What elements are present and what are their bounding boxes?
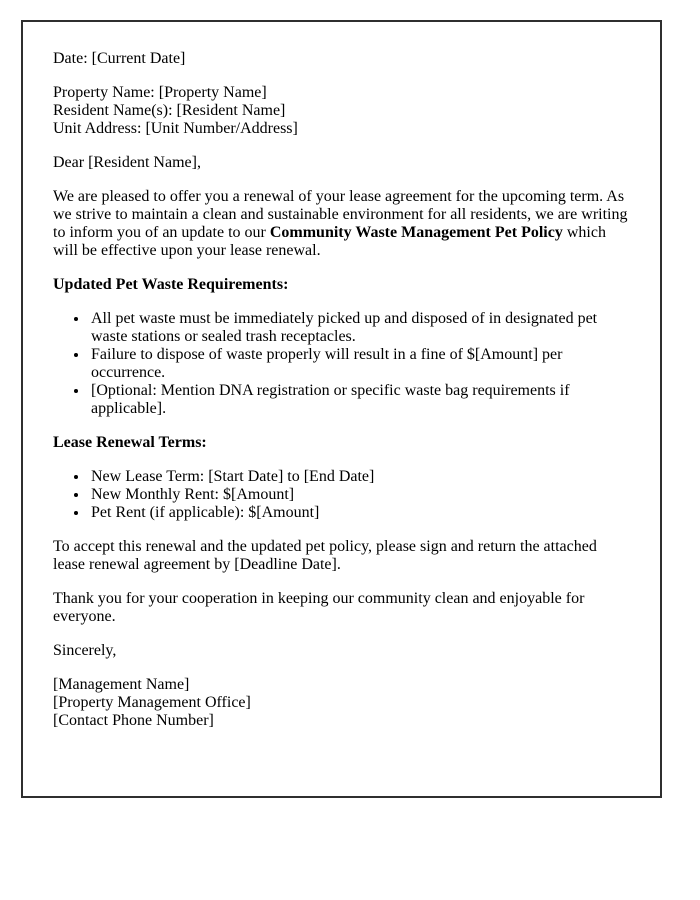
management-office-line: [Property Management Office]: [53, 694, 251, 711]
list-item: • Pet Rent (if applicable): $[Amount]: [89, 504, 631, 522]
intro-text-before: We are pleased to offer you a renewal of your lease agreement for the upcoming term. As we strive to maintain a clean and sustainable environment for all residents, we are writing to inform you of an update to our: [53, 188, 628, 241]
lease-terms-list: [53, 468, 631, 522]
acceptance-paragraph: To accept this renewal and the updated pet policy, please sign and return the attached lease renewal agreement by [Deadline Date].: [53, 538, 597, 573]
unit-address-line: Unit Address: [Unit Number/Address]: [53, 120, 298, 137]
salutation: Dear [Resident Name],: [53, 154, 201, 171]
resident-name-line: Resident Name(s): [Resident Name]: [53, 102, 286, 119]
pet-waste-heading: Updated Pet Waste Requirements:: [53, 276, 289, 293]
intro-text-after: which will be effective upon your lease renewal.: [53, 224, 606, 259]
list-item: • Failure to dispose of waste properly will result in a fine of $[Amount] per occurrence.: [89, 346, 631, 382]
list-item: • New Lease Term: [Start Date] to [End Date]: [89, 468, 631, 486]
property-name-line: Property Name: [Property Name]: [53, 84, 267, 101]
signature-block: [53, 676, 631, 730]
letter-document: [21, 20, 662, 798]
list-item: • New Monthly Rent: $[Amount]: [89, 486, 631, 504]
lease-terms-heading: Lease Renewal Terms:: [53, 434, 207, 451]
pet-waste-list: [53, 310, 631, 418]
recipient-block: [53, 84, 631, 138]
thanks-paragraph: Thank you for your cooperation in keeping our community clean and enjoyable for everyone.: [53, 590, 585, 625]
list-item: • [Optional: Mention DNA registration or specific waste bag requirements if applicable].: [89, 382, 631, 418]
list-item: • All pet waste must be immediately picked up and disposed of in designated pet waste stations or sealed trash receptacles.: [89, 310, 631, 346]
contact-phone-line: [Contact Phone Number]: [53, 712, 214, 729]
management-name-line: [Management Name]: [53, 676, 190, 693]
policy-name-bold: Community Waste Management Pet Policy: [269, 224, 563, 241]
closing-line: Sincerely,: [53, 642, 117, 659]
date-line: Date: [Current Date]: [53, 50, 186, 67]
intro-paragraph: [53, 188, 631, 260]
